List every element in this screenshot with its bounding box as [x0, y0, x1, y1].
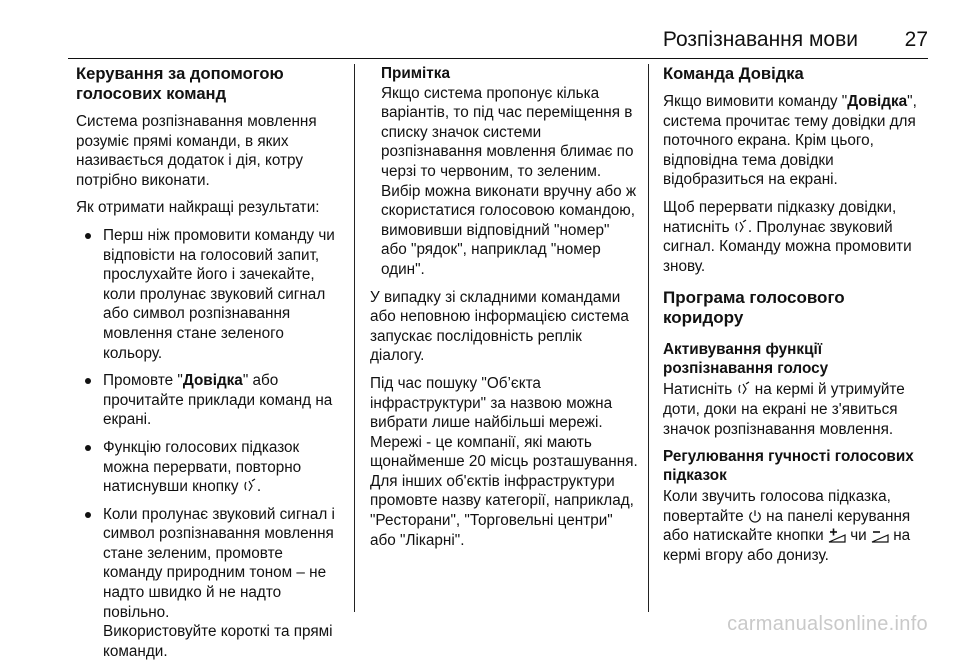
bullet-icon — [85, 233, 91, 239]
list-item: Перш ніж промовити команду чи відповісти на голосовий запит, прослухайте його і зачекайте, коли пролунає звуковий сигнал або символ розпізнавання мовлення стане зеленого кольору. — [76, 226, 346, 363]
bullet-icon — [85, 445, 91, 451]
volume-up-icon — [828, 527, 846, 543]
voice-command-icon — [734, 219, 748, 235]
voice-command-icon — [737, 381, 751, 397]
column-middle — [370, 64, 638, 558]
paragraph: Як отримати найкращі результати: — [76, 199, 320, 217]
page-title: Розпізнавання мови — [662, 28, 858, 51]
list-item: Промовте "Довідка" або прочитайте приклади команд на екрані. — [76, 371, 346, 430]
note-text: Якщо система пропонує кілька варіантів, то під час переміщення в списку значок системи розпізнавання мовлення блимає по черзі то червоним, то зеленим. Вибір можна виконати вручну або ж скористатися голосовою командою, вимовивши відповідний "номер" або "рядок", наприклад "номер один". — [381, 84, 637, 278]
section-heading: Керування за допомогою голосових команд — [76, 64, 284, 103]
note-heading: Примітка — [381, 65, 450, 82]
column-left — [76, 64, 346, 669]
bullet-list — [76, 226, 346, 661]
list-item: Функцію голосових підказок можна перервати, повторно натиснувши кнопку . — [76, 438, 346, 497]
paragraph: Якщо вимовити команду "Довідка", система прочитає тему довідки для поточного екрана. Крім цього, відповідна тема довідки відобразиться на екрані. — [663, 93, 917, 189]
column-right — [663, 64, 929, 574]
power-knob-icon — [748, 508, 762, 524]
paragraph: Коли звучить голосова підказка, повертайте на панелі керування або натискайте кнопки чи на кермі вгору або донизу. — [663, 488, 911, 564]
inline-command: Довідка — [182, 372, 243, 390]
voice-command-icon — [243, 478, 257, 494]
paragraph: Система розпізнавання мовлення розуміє прямі команди, в яких називається додаток і дія, котру потрібно виконати. — [76, 113, 317, 189]
watermark: carmanualsonline.info — [727, 613, 928, 635]
section-heading: Команда Довідка — [663, 64, 804, 83]
paragraph: Щоб перервати підказку довідки, натисніть . Пролунає звуковий сигнал. Команду можна промовити знову. — [663, 198, 912, 275]
list-item: Коли пролунає звуковий сигнал і символ розпізнавання мовлення стане зеленим, промовте команду природним тоном – не надто швидко й не надто повільно. Використовуйте короткі та прямі команди. — [76, 505, 346, 662]
volume-down-icon — [871, 527, 889, 543]
paragraph: У випадку зі складними командами або неповною інформацією система запускає послідовність реплік діалогу. — [370, 288, 629, 365]
page-number: 27 — [904, 28, 928, 51]
subsection-heading: Активування функції розпізнавання голосу — [663, 341, 829, 378]
column-divider — [354, 64, 355, 612]
paragraph: Натисніть на кермі й утримуйте доти, доки на екрані не з'явиться значок розпізнавання мовлення. — [663, 381, 905, 438]
subsection-heading: Регулювання гучності голосових підказок — [663, 448, 914, 485]
column-divider — [648, 64, 649, 612]
page-header — [68, 20, 928, 58]
bullet-icon — [85, 378, 91, 384]
bullet-icon — [85, 512, 91, 518]
inline-command: Довідка — [847, 93, 908, 110]
paragraph: Під час пошуку "Об’єкта інфраструктури" за назвою можна вибрати лише найбільші мережі. Мережі - це компанії, які мають щонайменше 20 місць розташування. Для інших об'єктів інфраструктури промовте назву категорії, наприклад, "Ресторани", "Торговельні центри" або "Лікарні". — [370, 374, 638, 549]
header-rule — [68, 58, 928, 59]
section-heading: Програма голосового коридору — [663, 288, 845, 328]
